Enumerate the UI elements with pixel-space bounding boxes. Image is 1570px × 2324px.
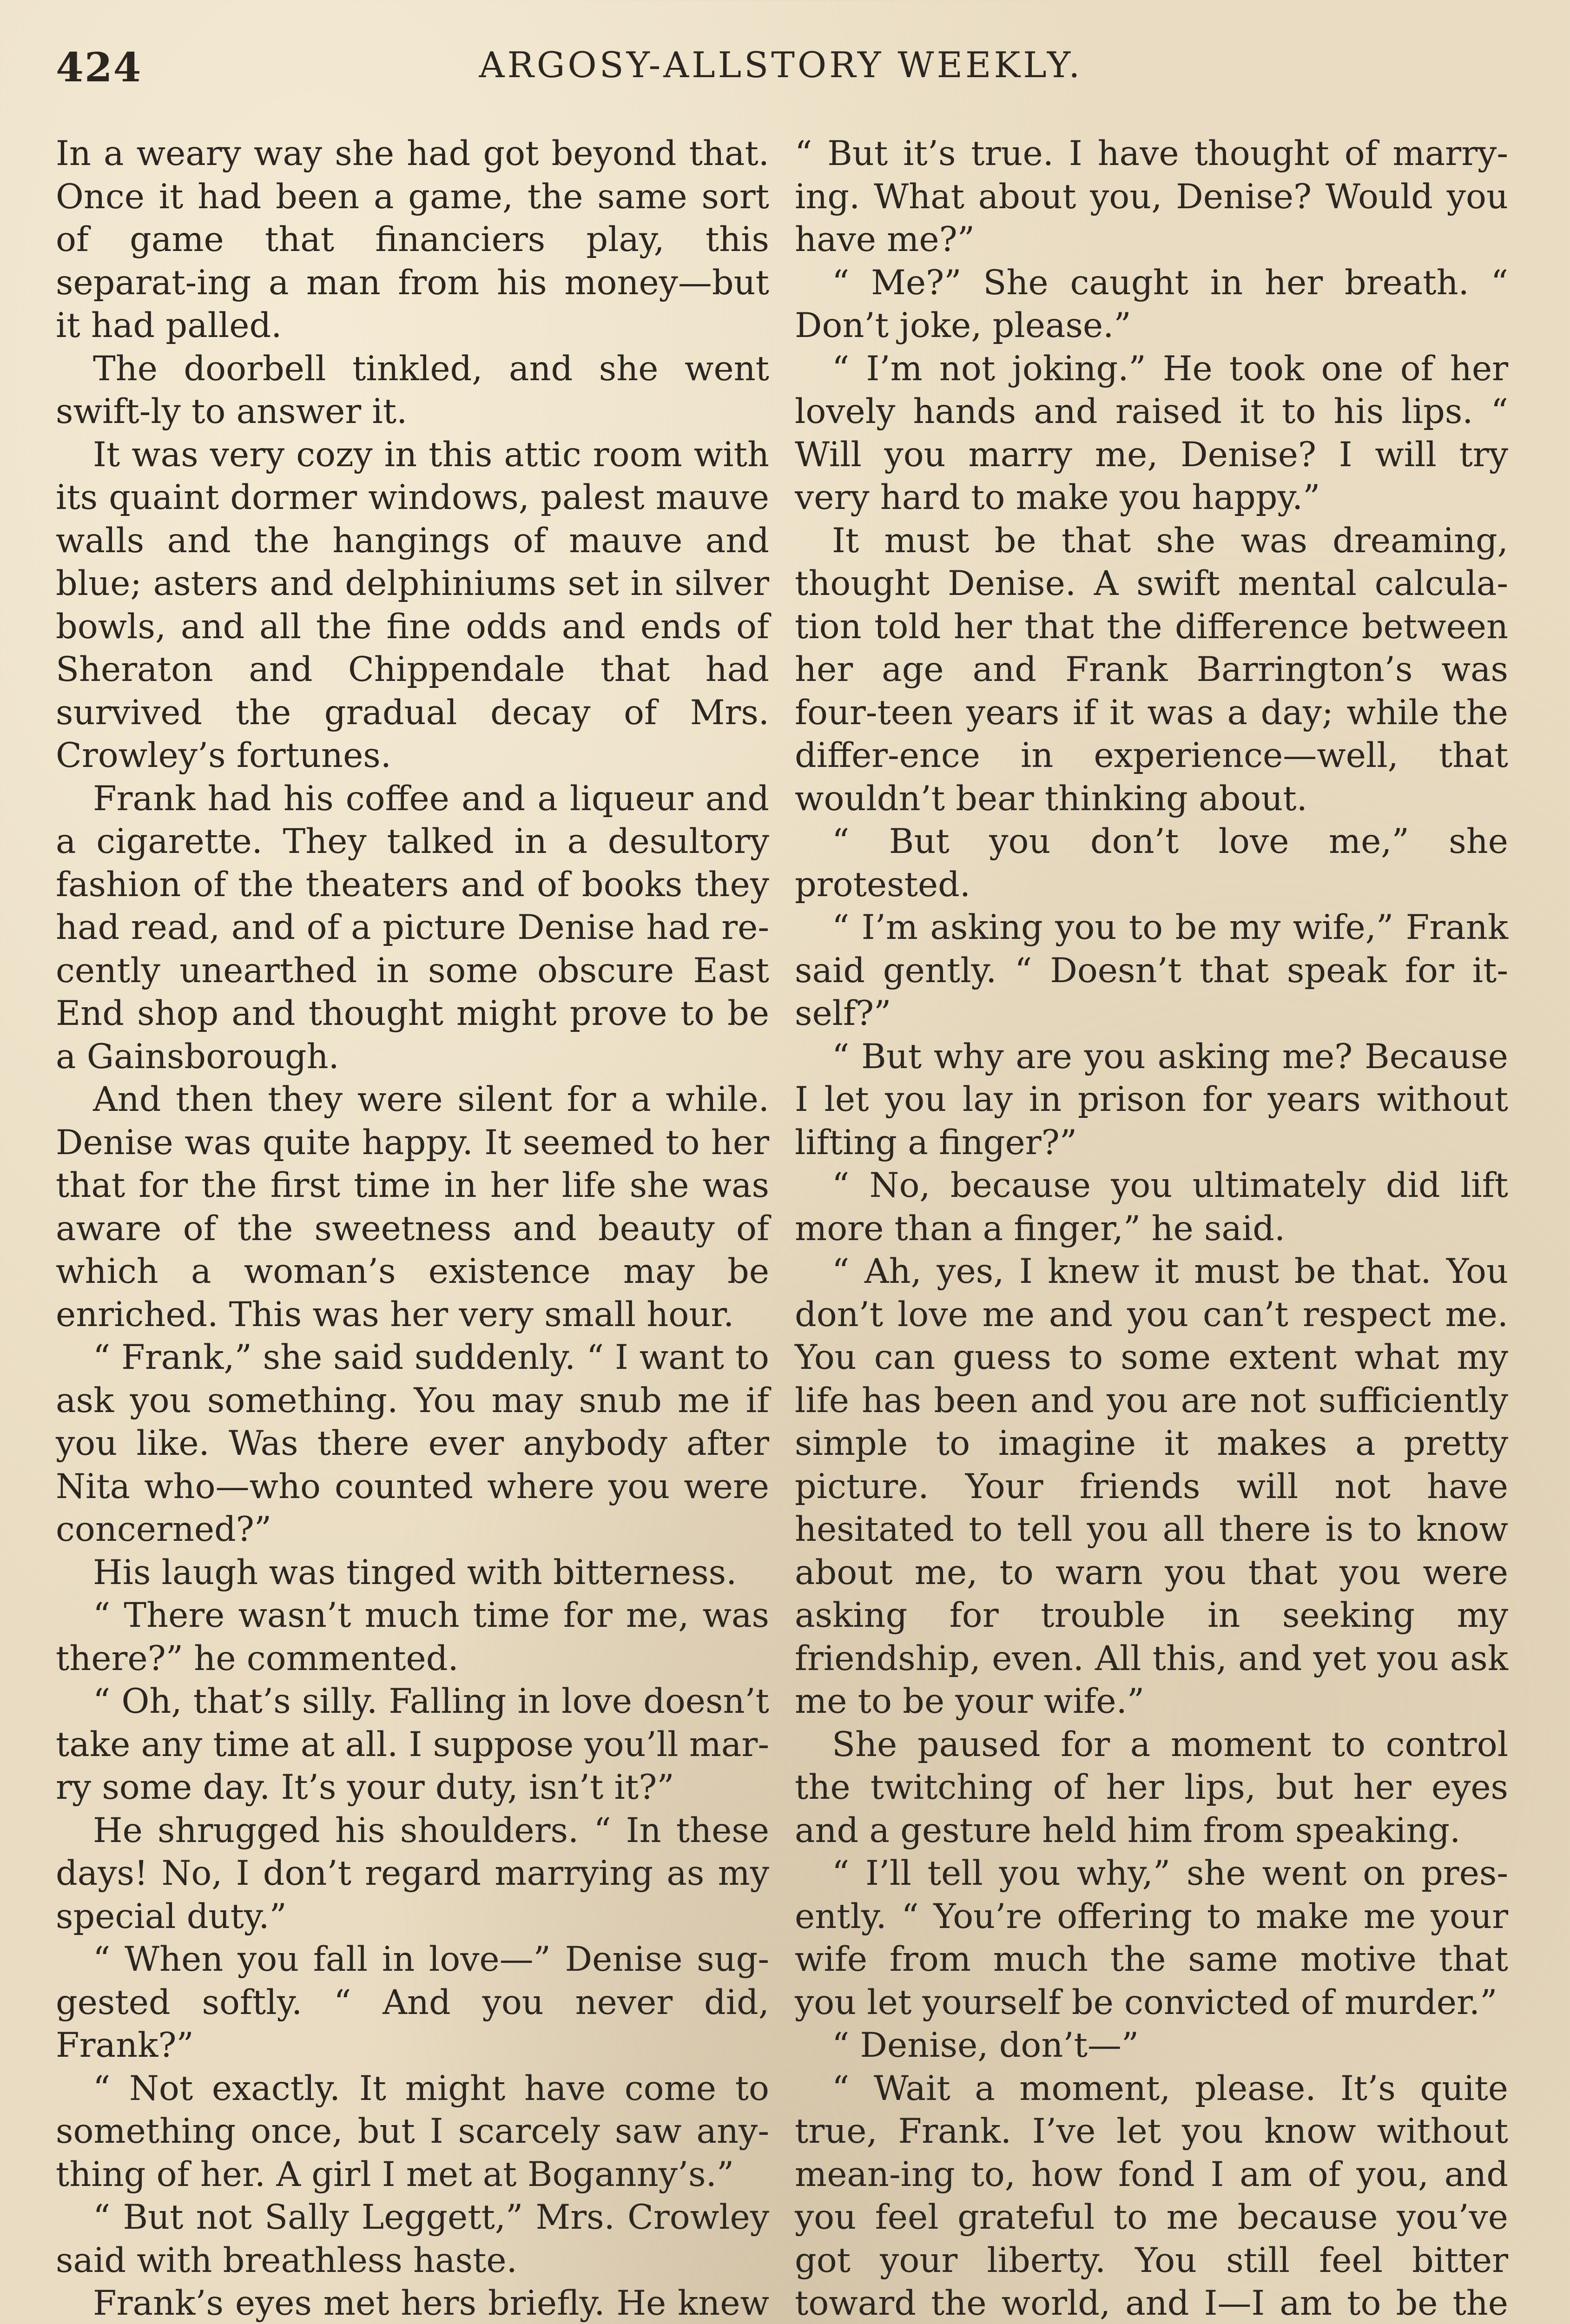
- paragraph: “ Oh, that’s silly. Falling in love doesn’t take any time at all. I suppose you’ll mar-ry some day. It’s your duty, isn’t it?”: [56, 1682, 769, 1807]
- paragraph: “ I’ll tell you why,” she went on pres-ently. “ You’re offering to make me your wife from much the same motive that you let yourself be convicted of murder.”: [795, 1854, 1508, 2022]
- paragraph: In a weary way she had got beyond that. Once it had been a game, the same sort of game that financiers play, this separat-ing a man from his money—but it had palled.: [56, 134, 769, 345]
- paragraph: “ Me?” She caught in her breath. “ Don’t joke, please.”: [795, 263, 1508, 345]
- paragraph: “ I’m not joking.” He took one of her lovely hands and raised it to his lips. “ Will you marry me, Denise? I will try very hard to make you happy.”: [795, 349, 1508, 517]
- paragraph: “ Wait a moment, please. It’s quite true, Frank. I’ve let you know without mean-ing to, how fond I am of you, and you feel grateful to me because you’ve got your liberty. You still feel bitter toward the world, and I—I am to be the: [795, 2068, 1508, 2323]
- paragraph: “ Denise, don’t—”: [832, 2026, 1139, 2065]
- paragraph: “ Frank,” she said suddenly. “ I want to ask you something. You may snub me if you like. Was there ever anybody after Nita who—who counted where you were concerned?”: [56, 1338, 769, 1549]
- right-column: [795, 132, 1508, 2324]
- paragraph: He shrugged his shoulders. “ In these days! No, I don’t regard marrying as my special duty.”: [56, 1810, 769, 1936]
- paragraph: Frank had his coffee and a liqueur and a cigarette. They talked in a desultory fashion of the theaters and of books they had read, and of a picture Denise had re-cently unearthed in some obscure East End shop and thought might prove to be a Gainsborough.: [56, 779, 769, 1076]
- paragraph: The doorbell tinkled, and she went swift-ly to answer it.: [56, 349, 769, 431]
- paragraph: “ But why are you asking me? Because I let you lay in prison for years without lifting a finger?”: [795, 1037, 1508, 1162]
- paragraph: “ No, because you ultimately did lift more than a finger,” he said.: [795, 1166, 1508, 1248]
- paragraph: It must be that she was dreaming, thought Denise. A swift mental calcula-tion told her that the difference between her age and Frank Barrington’s was four-teen years if it was a day; while the differ-ence in experience—well, that wouldn’t bear thinking about.: [795, 521, 1508, 819]
- paragraph: “ But you don’t love me,” she protested.: [795, 822, 1508, 905]
- paragraph: “ Ah, yes, I knew it must be that. You don’t love me and you can’t respect me. You can guess to some extent what my life has been and you are not sufficiently simple to imagine it makes a pretty picture. Your friends will not have hesitated to tell you all there is to know about me, to warn you that you were asking for trouble in seeking my friendship, even. All this, and yet you ask me to be your wife.”: [795, 1252, 1508, 1721]
- paragraph: “ When you fall in love—” Denise sug-gested softly. “ And you never did, Frank?”: [56, 1940, 769, 2065]
- paragraph: “ I’m asking you to be my wife,” Frank said gently. “ Doesn’t that speak for it-self?”: [795, 908, 1508, 1033]
- paragraph: “ But not Sally Leggett,” Mrs. Crowley said with breathless haste.: [56, 2198, 769, 2280]
- paragraph: His laugh was tinged with bitterness.: [93, 1552, 737, 1592]
- paragraph: “ Not exactly. It might have come to something once, but I scarcely saw any-thing of her. A girl I met at Boganny’s.”: [56, 2068, 769, 2194]
- paragraph: “ There wasn’t much time for me, was there?” he commented.: [56, 1596, 769, 1678]
- paragraph: “ But it’s true. I have thought of marry-ing. What about you, Denise? Would you have me?”: [795, 134, 1508, 259]
- paragraph: She paused for a moment to control the twitching of her lips, but her eyes and a gesture held him from speaking.: [795, 1724, 1508, 1850]
- running-head: ARGOSY-ALLSTORY WEEKLY.: [479, 44, 1083, 86]
- paragraph: Frank’s eyes met hers briefly. He knew: [93, 2284, 769, 2323]
- page-header: [56, 44, 1506, 100]
- paragraph: And then they were silent for a while. Denise was quite happy. It seemed to her that for the first time in her life she was aware of the sweetness and beauty of which a woman’s existence may be enriched. This was her very small hour.: [56, 1080, 769, 1334]
- paragraph: It was very cozy in this attic room with its quaint dormer windows, palest mauve walls and the hangings of mauve and blue; asters and delphiniums set in silver bowls, and all the fine odds and ends of Sheraton and Chippendale that had survived the gradual decay of Mrs. Crowley’s fortunes.: [56, 435, 769, 775]
- left-column: [56, 132, 769, 2324]
- page-number: 424: [56, 44, 142, 91]
